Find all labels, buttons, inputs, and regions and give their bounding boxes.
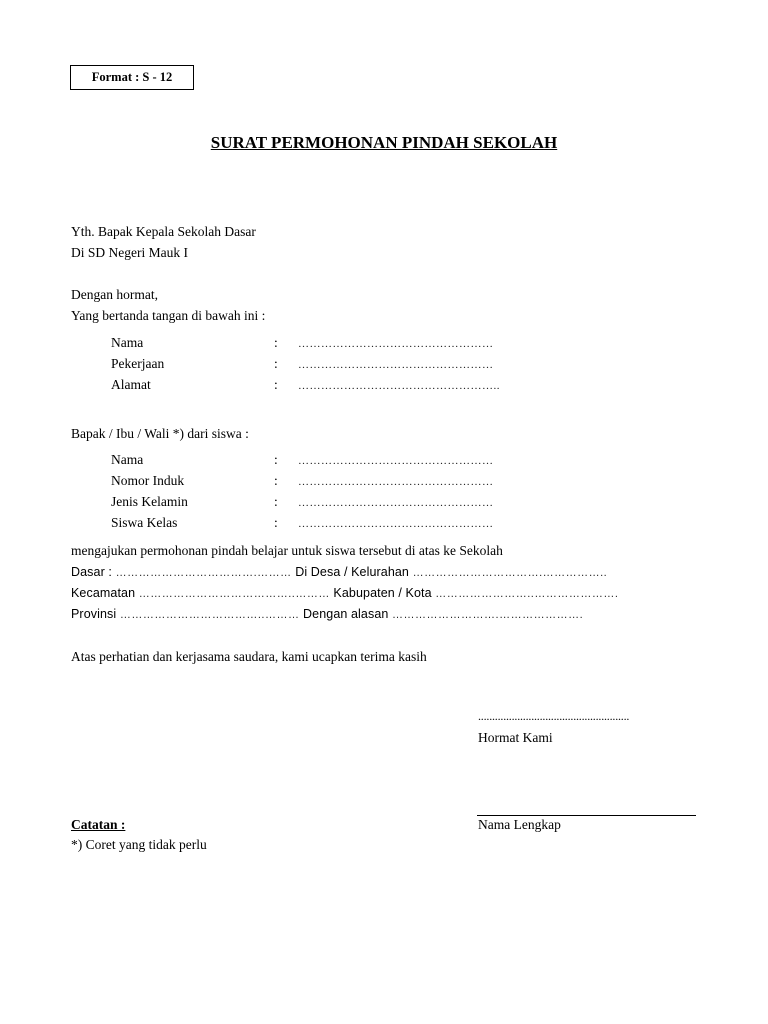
full-name-label: Nama Lengkap: [478, 817, 561, 832]
student-id-label: Nomor Induk: [111, 473, 185, 488]
parent-address-label: Alamat: [111, 377, 151, 392]
kabupaten-field[interactable]: ……………………..………………….: [435, 588, 619, 600]
school-kecamatan-line: [71, 586, 618, 600]
signature-dots[interactable]: ......................................................: [478, 709, 630, 723]
parent-name-label: Nama: [111, 335, 144, 350]
provinsi-label: Provinsi: [71, 607, 117, 621]
provinsi-field[interactable]: ………………………………..………: [119, 609, 300, 621]
desa-field[interactable]: …………………………….……………..: [412, 567, 608, 579]
student-id-field[interactable]: ……………………………………………: [298, 476, 494, 488]
parent-job-field[interactable]: ……………………………………………: [298, 359, 494, 371]
student-name-field[interactable]: ……………………………………………: [298, 455, 494, 467]
student-gender-label: Jenis Kelamin: [111, 494, 188, 509]
student-gender-colon: :: [274, 494, 278, 509]
note-title: Catatan :: [71, 817, 126, 832]
student-class-field[interactable]: ……………………………………………: [298, 518, 494, 530]
school-dasar-line: [71, 565, 607, 579]
parent-of-text: Bapak / Ibu / Wali *) dari siswa :: [71, 426, 249, 441]
greeting: Dengan hormat,: [71, 287, 158, 302]
intro-text: Yang bertanda tangan di bawah ini :: [71, 308, 266, 323]
desa-label: Di Desa / Kelurahan: [295, 565, 409, 579]
alasan-field[interactable]: ……………………….………………….: [392, 609, 584, 621]
parent-job-label: Pekerjaan: [111, 356, 165, 371]
parent-address-colon: :: [274, 377, 278, 392]
kecamatan-label: Kecamatan: [71, 586, 136, 600]
dasar-label: Dasar :: [71, 565, 112, 579]
recipient-line-1: Yth. Bapak Kepala Sekolah Dasar: [71, 224, 256, 239]
parent-name-field[interactable]: ……………………………………………: [298, 338, 494, 350]
student-class-colon: :: [274, 515, 278, 530]
closing-text: Atas perhatian dan kerjasama saudara, kami ucapkan terima kasih: [71, 649, 427, 664]
student-name-label: Nama: [111, 452, 144, 467]
recipient-line-2: Di SD Negeri Mauk I: [71, 245, 188, 260]
alasan-label: Dengan alasan: [303, 607, 389, 621]
school-provinsi-line: [71, 607, 583, 621]
student-gender-field[interactable]: ……………………………………………: [298, 497, 494, 509]
student-name-colon: :: [274, 452, 278, 467]
kabupaten-label: Kabupaten / Kota: [333, 586, 432, 600]
student-id-colon: :: [274, 473, 278, 488]
note-text: *) Coret yang tidak perlu: [71, 837, 207, 852]
signature-line: [477, 815, 696, 816]
hormat-kami: Hormat Kami: [478, 730, 553, 745]
kecamatan-field[interactable]: …………………………………..………: [138, 588, 330, 600]
parent-address-field[interactable]: ……………………………………………..: [298, 380, 500, 392]
student-class-label: Siswa Kelas: [111, 515, 178, 530]
parent-job-colon: :: [274, 356, 278, 371]
format-code: Format : S - 12: [91, 70, 173, 84]
letter-title: SURAT PERMOHONAN PINDAH SEKOLAH: [210, 133, 558, 152]
request-text: mengajukan permohonan pindah belajar untuk siswa tersebut di atas ke Sekolah: [71, 543, 503, 558]
dasar-field[interactable]: ……………………………….………: [115, 567, 292, 579]
format-code-box: [70, 65, 194, 90]
parent-name-colon: :: [274, 335, 278, 350]
